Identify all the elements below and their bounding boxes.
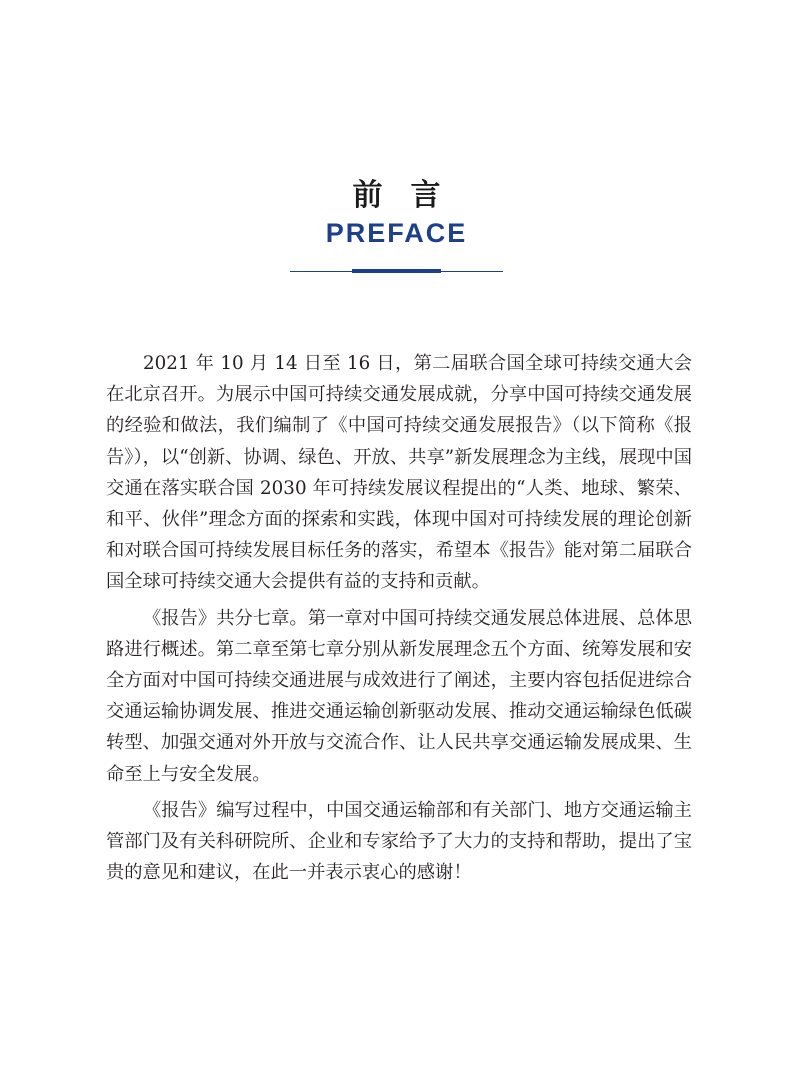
- page-subtitle: PREFACE: [325, 218, 468, 248]
- paragraph-3: 《报告》编写过程中，中国交通运输部和有关部门、地方交通运输主管部门及有关科研院所、企业和专家给予了大力的支持和帮助，提出了宝贵的意见和建议，在此一并表示衷心的感谢！: [106, 799, 692, 884]
- page-title: 前言: [352, 178, 469, 213]
- title-divider-accent: [352, 269, 441, 273]
- paragraph-1: 2021 年 10 月 14 日至 16 日，第二届联合国全球可持续交通大会在北京召开。为展示中国可持续交通发展成就，分享中国可持续交通发展的经验和做法，我们编制了《中国可持续交通发展报告》（以下简称《报告》），以“创新、协调、绿色、开放、共享”新发展理念为主线，展现中国交通在落实联合国 2030 年可持续发展议程提出的“人类、地球、繁荣、和平、伙伴”理念方面的探索和实践，体现中国对可持续发展的理论创新和对联合国可持续发展目标任务的落实，希望本《报告》能对第二届联合国全球可持续交通大会提供有益的支持和贡献。: [106, 353, 692, 593]
- paragraph-2: 《报告》共分七章。第一章对中国可持续交通发展总体进展、总体思路进行概述。第二章至第七章分别从新发展理念五个方面、统筹发展和安全方面对中国可持续交通进展与成效进行了阐述，主要内容包括促进综合交通运输协调发展、推进交通运输创新驱动发展、推动交通运输绿色低碳转型、加强交通对外开放与交流合作、让人民共享交通运输发展成果、生命至上与安全发展。: [106, 607, 692, 785]
- preface-body: [106, 348, 692, 893]
